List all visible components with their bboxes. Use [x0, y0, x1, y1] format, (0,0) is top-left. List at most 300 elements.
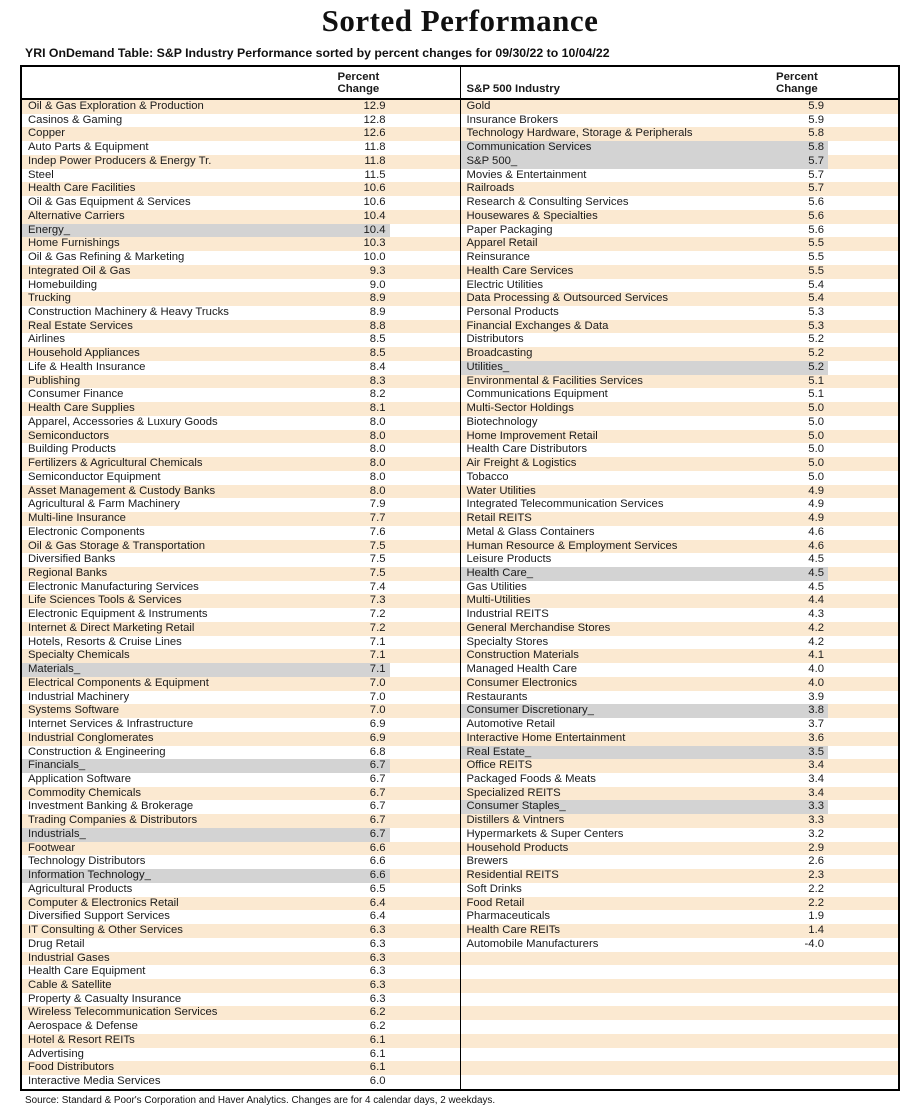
row-tail-spacer [828, 512, 898, 526]
percent-change-value: 8.1 [369, 402, 386, 415]
industry-name: Health Care_ [466, 566, 534, 579]
row-main [22, 210, 390, 224]
percent-change-value: 8.0 [369, 484, 386, 497]
industry-name: Health Care Services [466, 264, 574, 277]
table-row [461, 759, 899, 773]
table-row [461, 292, 899, 306]
industry-name: Information Technology_ [28, 869, 151, 882]
row-tail-spacer [390, 608, 460, 622]
row-tail-spacer [828, 540, 898, 554]
percent-change-value: 7.2 [369, 608, 386, 621]
table-row [461, 388, 899, 402]
industry-name [461, 979, 773, 993]
percent-change-value: 5.2 [808, 333, 824, 346]
table-row [22, 649, 460, 663]
row-tail-spacer [390, 471, 460, 485]
row-main [461, 182, 829, 196]
industry-name: Technology Distributors [28, 855, 146, 868]
industry-name: Paper Packaging [466, 223, 553, 236]
row-main [461, 691, 829, 705]
percent-change-value: 8.5 [369, 333, 386, 346]
industry-name: Household Appliances [28, 347, 140, 360]
industry-name: Health Care Supplies [28, 402, 135, 415]
row-main [461, 1061, 829, 1075]
industry-name: Apparel, Accessories & Luxury Goods [28, 415, 218, 428]
industry-name: Cable & Satellite [28, 979, 112, 991]
row-tail-spacer [828, 1020, 898, 1034]
table-row [461, 471, 899, 485]
row-main [22, 814, 390, 828]
row-main [461, 842, 829, 856]
row-main [461, 924, 829, 938]
row-tail-spacer [828, 649, 898, 663]
row-main [22, 388, 390, 402]
industry-name: Oil & Gas Refining & Marketing [28, 251, 185, 264]
table-row [461, 979, 899, 993]
industry-name: Hypermarkets & Super Centers [466, 827, 624, 840]
row-main [22, 691, 390, 705]
row-tail-spacer [828, 155, 898, 169]
percent-change-value: 6.9 [369, 731, 386, 744]
row-main [461, 416, 829, 430]
row-tail-spacer [828, 677, 898, 691]
row-main [22, 333, 390, 347]
table-row [461, 100, 899, 114]
row-tail-spacer [828, 814, 898, 828]
table-row [22, 443, 460, 457]
percent-change-value: 5.7 [808, 168, 824, 181]
percent-change-value: 6.4 [369, 910, 386, 923]
industry-name: Health Care Facilities [28, 182, 136, 195]
table-row [22, 141, 460, 155]
row-main [22, 361, 390, 375]
row-main [22, 526, 390, 540]
percent-change-value: 5.3 [808, 306, 824, 319]
row-main [22, 553, 390, 567]
row-tail-spacer [390, 553, 460, 567]
percent-change-value: 4.3 [808, 608, 824, 621]
row-tail-spacer [390, 732, 460, 746]
table-row [22, 1061, 460, 1075]
industry-name: Restaurants [466, 690, 528, 703]
industry-name: Pharmaceuticals [466, 910, 551, 923]
sector-summary-row [461, 141, 899, 155]
table-row [461, 1061, 899, 1075]
table-row [461, 279, 899, 293]
row-tail-spacer [828, 691, 898, 705]
row-main [461, 952, 829, 966]
percent-change-value: 6.3 [369, 979, 386, 991]
row-main [22, 306, 390, 320]
row-tail-spacer [390, 333, 460, 347]
row-main [22, 746, 390, 760]
table-row [461, 855, 899, 869]
percent-change-value: 8.2 [369, 388, 386, 401]
industry-name: Steel [28, 168, 54, 181]
percent-change-value: 3.6 [808, 731, 824, 744]
row-tail-spacer [828, 114, 898, 128]
table-row [22, 375, 460, 389]
row-main [461, 155, 829, 169]
row-main [22, 347, 390, 361]
industry-name: Investment Banking & Brokerage [28, 800, 194, 813]
table-row [461, 732, 899, 746]
industry-name: Integrated Telecommunication Services [466, 498, 664, 511]
table-row [461, 649, 899, 663]
table-row [22, 416, 460, 430]
percent-change-value: 10.0 [363, 251, 386, 264]
sector-summary-row [22, 869, 460, 883]
row-tail-spacer [390, 814, 460, 828]
row-tail-spacer [828, 622, 898, 636]
row-main [461, 993, 829, 1007]
industry-name: Electronic Components [28, 525, 145, 538]
row-main [461, 471, 829, 485]
percent-change-value: 10.4 [363, 209, 386, 222]
percent-change-value: 8.0 [369, 457, 386, 470]
row-main [22, 732, 390, 746]
industry-name: Auto Parts & Equipment [28, 141, 149, 154]
industry-name: Multi-line Insurance [28, 512, 126, 525]
row-main [461, 347, 829, 361]
sector-summary-row [461, 361, 899, 375]
table-row [461, 581, 899, 595]
row-main [461, 402, 829, 416]
table-row [461, 237, 899, 251]
row-main [22, 375, 390, 389]
percent-change-value [772, 1020, 828, 1034]
row-main [461, 800, 829, 814]
percent-change-value: 5.2 [808, 360, 824, 373]
row-main [461, 1075, 829, 1089]
row-tail-spacer [828, 210, 898, 224]
percent-change-value: 6.7 [369, 772, 386, 785]
industry-name: Consumer Staples_ [466, 800, 566, 813]
industry-name: Materials_ [28, 663, 81, 676]
industry-name: Human Resource & Employment Services [466, 539, 678, 552]
percent-change-value: 8.3 [369, 374, 386, 387]
industry-name: Railroads [466, 182, 515, 195]
row-tail-spacer [390, 347, 460, 361]
table-row [22, 746, 460, 760]
row-main [461, 773, 829, 787]
percent-change-value: 5.9 [808, 113, 824, 126]
right-column [461, 67, 899, 1089]
table-row [22, 127, 460, 141]
industry-name [461, 965, 773, 979]
percent-change-value: 4.0 [808, 663, 824, 676]
sector-summary-row [461, 800, 899, 814]
percent-change-value: 7.2 [369, 621, 386, 634]
row-tail-spacer [828, 979, 898, 993]
row-main [461, 910, 829, 924]
row-main [22, 828, 390, 842]
percent-change-value: 3.4 [808, 786, 824, 799]
row-main [22, 649, 390, 663]
row-tail-spacer [390, 993, 460, 1007]
row-tail-spacer [828, 759, 898, 773]
table-row [22, 333, 460, 347]
industry-name: Industrial Gases [28, 951, 110, 964]
row-tail-spacer [390, 965, 460, 979]
table-row [461, 594, 899, 608]
table-row [22, 594, 460, 608]
sector-summary-row [461, 704, 899, 718]
row-tail-spacer [390, 938, 460, 952]
industry-name: Consumer Electronics [466, 676, 577, 689]
table-row [461, 375, 899, 389]
row-tail-spacer [390, 910, 460, 924]
percent-change-value [772, 952, 828, 966]
industry-name: Gas Utilities [466, 580, 527, 593]
row-main [22, 237, 390, 251]
row-main [461, 979, 829, 993]
industry-name: Distributors [466, 333, 524, 346]
row-tail-spacer [828, 388, 898, 402]
row-tail-spacer [390, 114, 460, 128]
row-tail-spacer [390, 1020, 460, 1034]
percent-change-value: 2.2 [808, 882, 824, 895]
row-main [461, 787, 829, 801]
row-main [461, 279, 829, 293]
percent-change-value: 4.5 [808, 566, 824, 579]
row-main [461, 320, 829, 334]
table-row [461, 965, 899, 979]
percent-change-value: 3.3 [808, 800, 824, 813]
row-main [22, 567, 390, 581]
table-row [22, 691, 460, 705]
row-main [461, 540, 829, 554]
row-tail-spacer [828, 910, 898, 924]
percent-change-value: 5.8 [808, 141, 824, 154]
percent-change-value: 5.5 [808, 251, 824, 264]
row-tail-spacer [828, 498, 898, 512]
row-main [22, 636, 390, 650]
industry-name [461, 1034, 773, 1048]
percent-change-value: 7.4 [369, 580, 386, 593]
row-main [461, 430, 829, 444]
table-row [22, 196, 460, 210]
row-main [22, 979, 390, 993]
row-tail-spacer [828, 938, 898, 952]
percent-change-value: 7.0 [369, 704, 386, 717]
table-row [22, 292, 460, 306]
sector-summary-row [461, 155, 899, 169]
table-row [461, 498, 899, 512]
industry-name: Tobacco [466, 470, 509, 483]
industry-name: Movies & Entertainment [466, 168, 587, 181]
percent-change-value: 5.6 [808, 196, 824, 209]
percent-change-value: 8.0 [369, 429, 386, 442]
industry-name: Data Processing & Outsourced Services [466, 292, 669, 305]
percent-change-value: 5.9 [808, 100, 824, 112]
row-main [461, 594, 829, 608]
table-row [22, 265, 460, 279]
row-main [461, 457, 829, 471]
row-main [22, 498, 390, 512]
row-main [461, 251, 829, 265]
table-row [461, 265, 899, 279]
percent-change-value: 10.4 [363, 223, 386, 236]
percent-change-value: 6.9 [369, 718, 386, 731]
industry-name: Fertilizers & Agricultural Chemicals [28, 457, 203, 470]
percent-change-value: 6.7 [369, 800, 386, 813]
row-main [22, 292, 390, 306]
percent-change-value: 4.5 [808, 553, 824, 566]
table-row [22, 814, 460, 828]
row-main [22, 471, 390, 485]
row-main [22, 718, 390, 732]
row-main [461, 1020, 829, 1034]
table-row [22, 251, 460, 265]
table-row [461, 622, 899, 636]
industry-name: Industrial Machinery [28, 690, 130, 703]
industry-name: Reinsurance [466, 251, 530, 264]
industry-name: Environmental & Facilities Services [466, 374, 643, 387]
row-tail-spacer [390, 430, 460, 444]
industry-name: Trucking [28, 292, 71, 305]
row-tail-spacer [828, 952, 898, 966]
row-tail-spacer [828, 471, 898, 485]
industry-name: Water Utilities [466, 484, 536, 497]
industry-name [461, 1006, 773, 1020]
sector-summary-row [461, 567, 899, 581]
table-row [461, 333, 899, 347]
industry-name: Integrated Oil & Gas [28, 264, 131, 277]
percent-change-value: 5.0 [808, 402, 824, 415]
row-tail-spacer [390, 718, 460, 732]
industry-name: Internet & Direct Marketing Retail [28, 621, 195, 634]
row-tail-spacer [390, 292, 460, 306]
page-title: Sorted Performance [321, 3, 599, 38]
industry-name: Industrial REITS [466, 608, 549, 621]
percent-change-value: 4.5 [808, 580, 824, 593]
row-tail-spacer [390, 828, 460, 842]
table-row [461, 430, 899, 444]
percent-change-value: 1.4 [808, 924, 824, 937]
industry-name: Drug Retail [28, 937, 85, 950]
row-main [22, 100, 390, 114]
table-row [461, 1048, 899, 1062]
table-row [22, 897, 460, 911]
row-tail-spacer [390, 251, 460, 265]
row-tail-spacer [828, 773, 898, 787]
industry-name: Airlines [28, 333, 66, 346]
table-row [22, 800, 460, 814]
row-tail-spacer [828, 787, 898, 801]
row-tail-spacer [390, 100, 460, 114]
percent-change-value: 5.0 [808, 457, 824, 470]
sector-summary-row [461, 746, 899, 760]
percent-change-value: 4.9 [808, 498, 824, 511]
row-tail-spacer [390, 855, 460, 869]
row-main [461, 512, 829, 526]
row-main [22, 265, 390, 279]
performance-table [20, 65, 900, 1091]
percent-change-value: 4.2 [808, 621, 824, 634]
percent-change-value: 11.8 [364, 141, 386, 154]
percent-change-value: 6.3 [369, 992, 386, 1005]
table-row [22, 787, 460, 801]
row-tail-spacer [390, 567, 460, 581]
row-tail-spacer [828, 663, 898, 677]
industry-name: Advertising [28, 1047, 84, 1060]
row-tail-spacer [828, 182, 898, 196]
percent-change-value: 6.7 [369, 759, 386, 772]
percent-change-value: 6.7 [369, 786, 386, 799]
row-tail-spacer [390, 979, 460, 993]
percent-change-value: 6.3 [369, 965, 386, 978]
row-main [22, 883, 390, 897]
row-main [461, 1034, 829, 1048]
table-row [22, 430, 460, 444]
percent-change-value: 3.5 [808, 745, 824, 758]
row-tail-spacer [390, 842, 460, 856]
row-tail-spacer [390, 485, 460, 499]
row-tail-spacer [828, 237, 898, 251]
row-tail-spacer [390, 306, 460, 320]
table-row [22, 471, 460, 485]
percent-change-value: 4.6 [808, 539, 824, 552]
percent-change-value: 3.4 [808, 759, 824, 772]
table-row [461, 663, 899, 677]
table-row [461, 828, 899, 842]
table-row [461, 773, 899, 787]
row-main [22, 622, 390, 636]
table-row [22, 237, 460, 251]
industry-name: Automobile Manufacturers [466, 937, 599, 950]
industry-name [461, 952, 773, 966]
industry-name: Life & Health Insurance [28, 360, 146, 373]
industry-name: Specialty Stores [466, 635, 549, 648]
row-main [461, 567, 829, 581]
percent-change-value: 5.0 [808, 470, 824, 483]
percent-change-value: 8.0 [369, 470, 386, 483]
row-tail-spacer [828, 169, 898, 183]
percent-change-value: 5.8 [808, 127, 824, 140]
row-tail-spacer [390, 141, 460, 155]
row-main [461, 938, 829, 952]
industry-name: Residential REITS [466, 869, 559, 882]
row-main [22, 416, 390, 430]
industry-name: Footwear [28, 841, 76, 854]
percent-change-value: 5.6 [808, 223, 824, 236]
table-row [22, 100, 460, 114]
industry-name: Internet Services & Infrastructure [28, 718, 194, 731]
percent-change-value: 7.5 [369, 566, 386, 579]
row-tail-spacer [390, 498, 460, 512]
row-main [461, 746, 829, 760]
percent-change-value: 7.3 [369, 594, 386, 607]
left-percent-change-header: Percent Change [337, 70, 380, 96]
table-row [461, 718, 899, 732]
row-main [22, 993, 390, 1007]
row-tail-spacer [390, 388, 460, 402]
row-main [461, 306, 829, 320]
percent-change-value: 8.9 [369, 292, 386, 305]
row-main [461, 526, 829, 540]
row-tail-spacer [828, 457, 898, 471]
row-main [22, 924, 390, 938]
row-main [461, 361, 829, 375]
table-row [461, 127, 899, 141]
row-main [461, 388, 829, 402]
row-tail-spacer [828, 746, 898, 760]
row-tail-spacer [390, 924, 460, 938]
industry-name: Health Care Distributors [466, 443, 588, 456]
right-column-header [461, 67, 899, 100]
table-row [461, 897, 899, 911]
